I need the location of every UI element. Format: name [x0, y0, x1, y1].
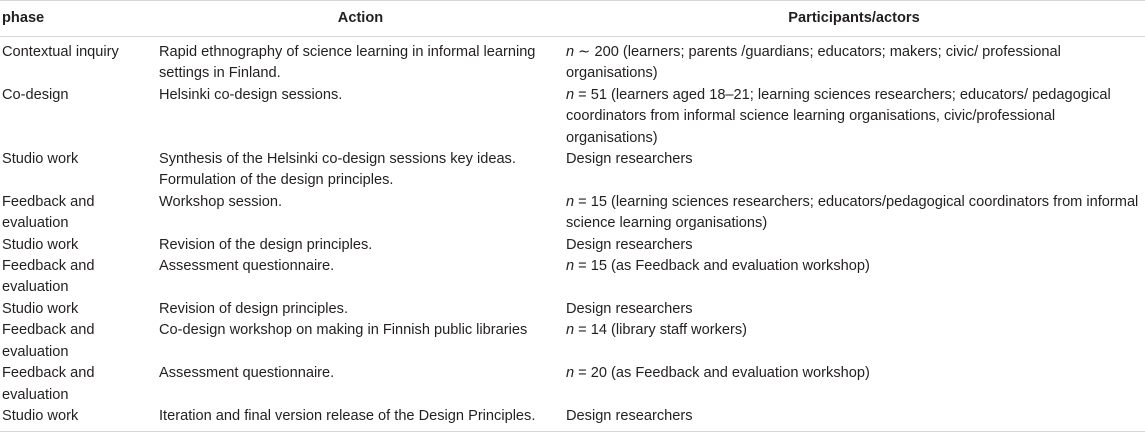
phase-cell: Feedback and evaluation: [2, 365, 95, 403]
table-row: [0, 363, 1145, 406]
participants-text: ∼ 200 (learners; parents /guardians; educators; makers; civic/ professional organisations): [566, 44, 1061, 82]
header-participants: Participants/actors: [788, 10, 920, 26]
participants-text: = 15 (as Feedback and evaluation workshop): [574, 258, 870, 275]
action-cell: Revision of the design principles.: [159, 236, 373, 253]
participants-cell: [563, 37, 1145, 85]
participants-cell: [563, 235, 1145, 256]
n-label: n: [566, 193, 575, 210]
participants-cell: [563, 192, 1145, 235]
participants-text: Design researchers: [566, 151, 693, 168]
action-cell: Helsinki co-design sessions.: [159, 86, 343, 103]
table-row: [0, 299, 1145, 320]
phase-cell: Feedback and evaluation: [2, 193, 95, 232]
participants-text: Design researchers: [566, 407, 693, 424]
participants-cell: [563, 320, 1145, 363]
header-row: [0, 1, 1145, 37]
header-action: Action: [337, 10, 384, 26]
phase-cell: Feedback and evaluation: [2, 258, 95, 296]
phase-cell: Studio work: [2, 236, 79, 253]
phase-cell: Studio work: [2, 151, 79, 168]
participants-text: = 14 (library staff workers): [574, 322, 748, 339]
participants-cell: [563, 299, 1145, 320]
table-row: [0, 256, 1145, 299]
table-row: [0, 406, 1145, 432]
table-row: [0, 192, 1145, 235]
action-cell: Workshop session.: [159, 193, 283, 210]
participants-text: = 20 (as Feedback and evaluation workshop): [574, 365, 870, 382]
action-cell: Iteration and final version release of the Design Principles.: [159, 407, 536, 424]
action-cell: Rapid ethnography of science learning in informal learning settings in Finland.: [159, 44, 536, 82]
participants-text: = 15 (learning sciences researchers; educators/pedagogical coordinators from informal science learning organisations): [566, 193, 1139, 232]
phase-cell: Co-design: [2, 86, 69, 103]
table-row: [0, 235, 1145, 256]
table-row: [0, 320, 1145, 363]
participants-cell: [563, 406, 1145, 432]
table-row: [0, 85, 1145, 149]
participants-cell: [563, 256, 1145, 299]
header-phase: phase: [2, 10, 45, 26]
phase-cell: Contextual inquiry: [2, 44, 119, 60]
table-row: [0, 149, 1145, 192]
action-cell: Assessment questionnaire.: [159, 258, 335, 275]
n-label: n: [566, 258, 575, 275]
participants-text: Design researchers: [566, 300, 693, 317]
action-cell: Assessment questionnaire.: [159, 365, 335, 382]
n-label: n: [566, 365, 575, 382]
participants-cell: [563, 85, 1145, 149]
table-header: [0, 1, 1145, 37]
table-body: [0, 37, 1145, 432]
phase-cell: Studio work: [2, 300, 79, 317]
participants-text: Design researchers: [566, 236, 693, 253]
phase-cell: Studio work: [2, 407, 79, 424]
action-cell: Co-design workshop on making in Finnish public libraries: [159, 322, 528, 339]
phase-cell: Feedback and evaluation: [2, 322, 95, 360]
n-label: n: [566, 322, 575, 339]
n-label: n: [566, 44, 575, 60]
table-row: [0, 37, 1145, 85]
n-label: n: [566, 86, 575, 103]
participants-cell: [563, 149, 1145, 192]
participants-cell: [563, 363, 1145, 406]
participants-text: = 51 (learners aged 18–21; learning sciences researchers; educators/ pedagogical coordinators from informal science learning organisations, civic/professional organisations): [566, 86, 1111, 146]
action-cell: Synthesis of the Helsinki co-design sessions key ideas. Formulation of the design principles.: [159, 151, 516, 189]
action-cell: Revision of design principles.: [159, 300, 349, 317]
